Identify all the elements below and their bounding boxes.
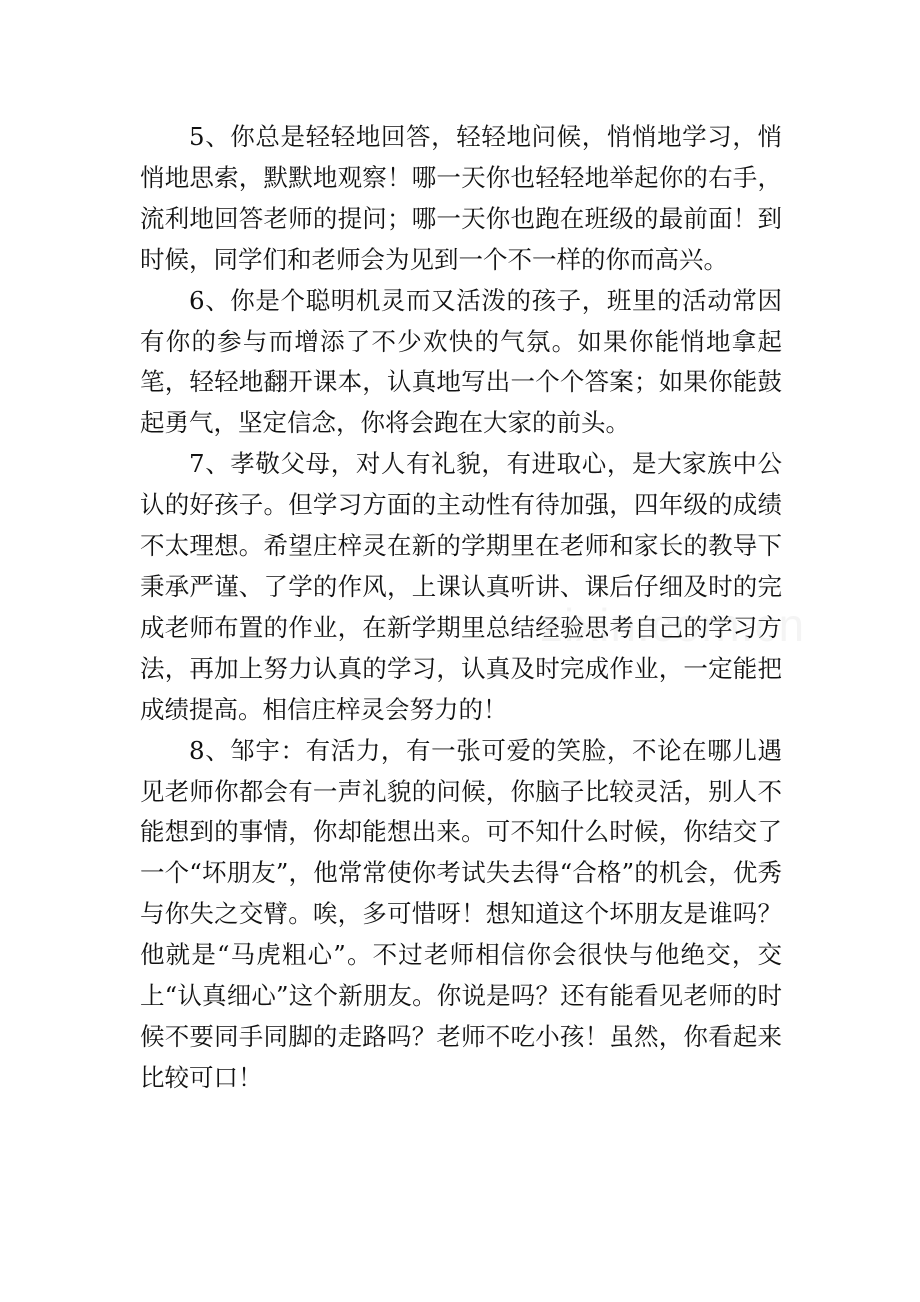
document-body xyxy=(140,117,782,1099)
paragraph-6: 6、你是个聪明机灵而又活泼的孩子，班里的活动常因有你的参与而增添了不少欢快的气氛。如果你能悄地拿起笔，轻轻地翻开课本，认真地写出一个个答案；如果你能鼓起勇气，坚定信念，你将会跑在大家的前头。 xyxy=(140,285,782,438)
paragraph-7: 7、孝敬父母，对人有礼貌，有进取心，是大家族中公认的好孩子。但学习方面的主动性有待加强，四年级的成绩不太理想。希望庄梓灵在新的学期里在老师和家长的教导下秉承严谨、了学的作风，上课认真听讲、课后仔细及时的完成老师布置的作业，在新学期里总结经验思考自己的学习方法，再加上努力认真的学习，认真及时完成作业，一定能把成绩提高。相信庄梓灵会努力的！ xyxy=(140,449,782,724)
paragraph-5: 5、你总是轻轻地回答，轻轻地问候，悄悄地学习，悄悄地思索，默默地观察！哪一天你也轻轻地举起你的右手，流利地回答老师的提问；哪一天你也跑在班级的最前面！到时候，同学们和老师会为见到一个不一样的你而高兴。 xyxy=(140,122,782,274)
paragraph-8: 8、邹宇：有活力，有一张可爱的笑脸，不论在哪儿遇见老师你都会有一声礼貌的问候，你脑子比较灵活，别人不能想到的事情，你却能想出来。可不知什么时候，你结交了一个“坏朋友”，他常常使你考试失去得“合格”的机会，优秀与你失之交臂。唉，多可惜呀！想知道这个坏朋友是谁吗？他就是“马虎粗心”。不过老师相信你会很快与他绝交，交上“认真细心”这个新朋友。你说是吗？还有能看见老师的时候不要同手同脚的走路吗？老师不吃小孩！虽然，你看起来比较可口！ xyxy=(140,735,782,1092)
